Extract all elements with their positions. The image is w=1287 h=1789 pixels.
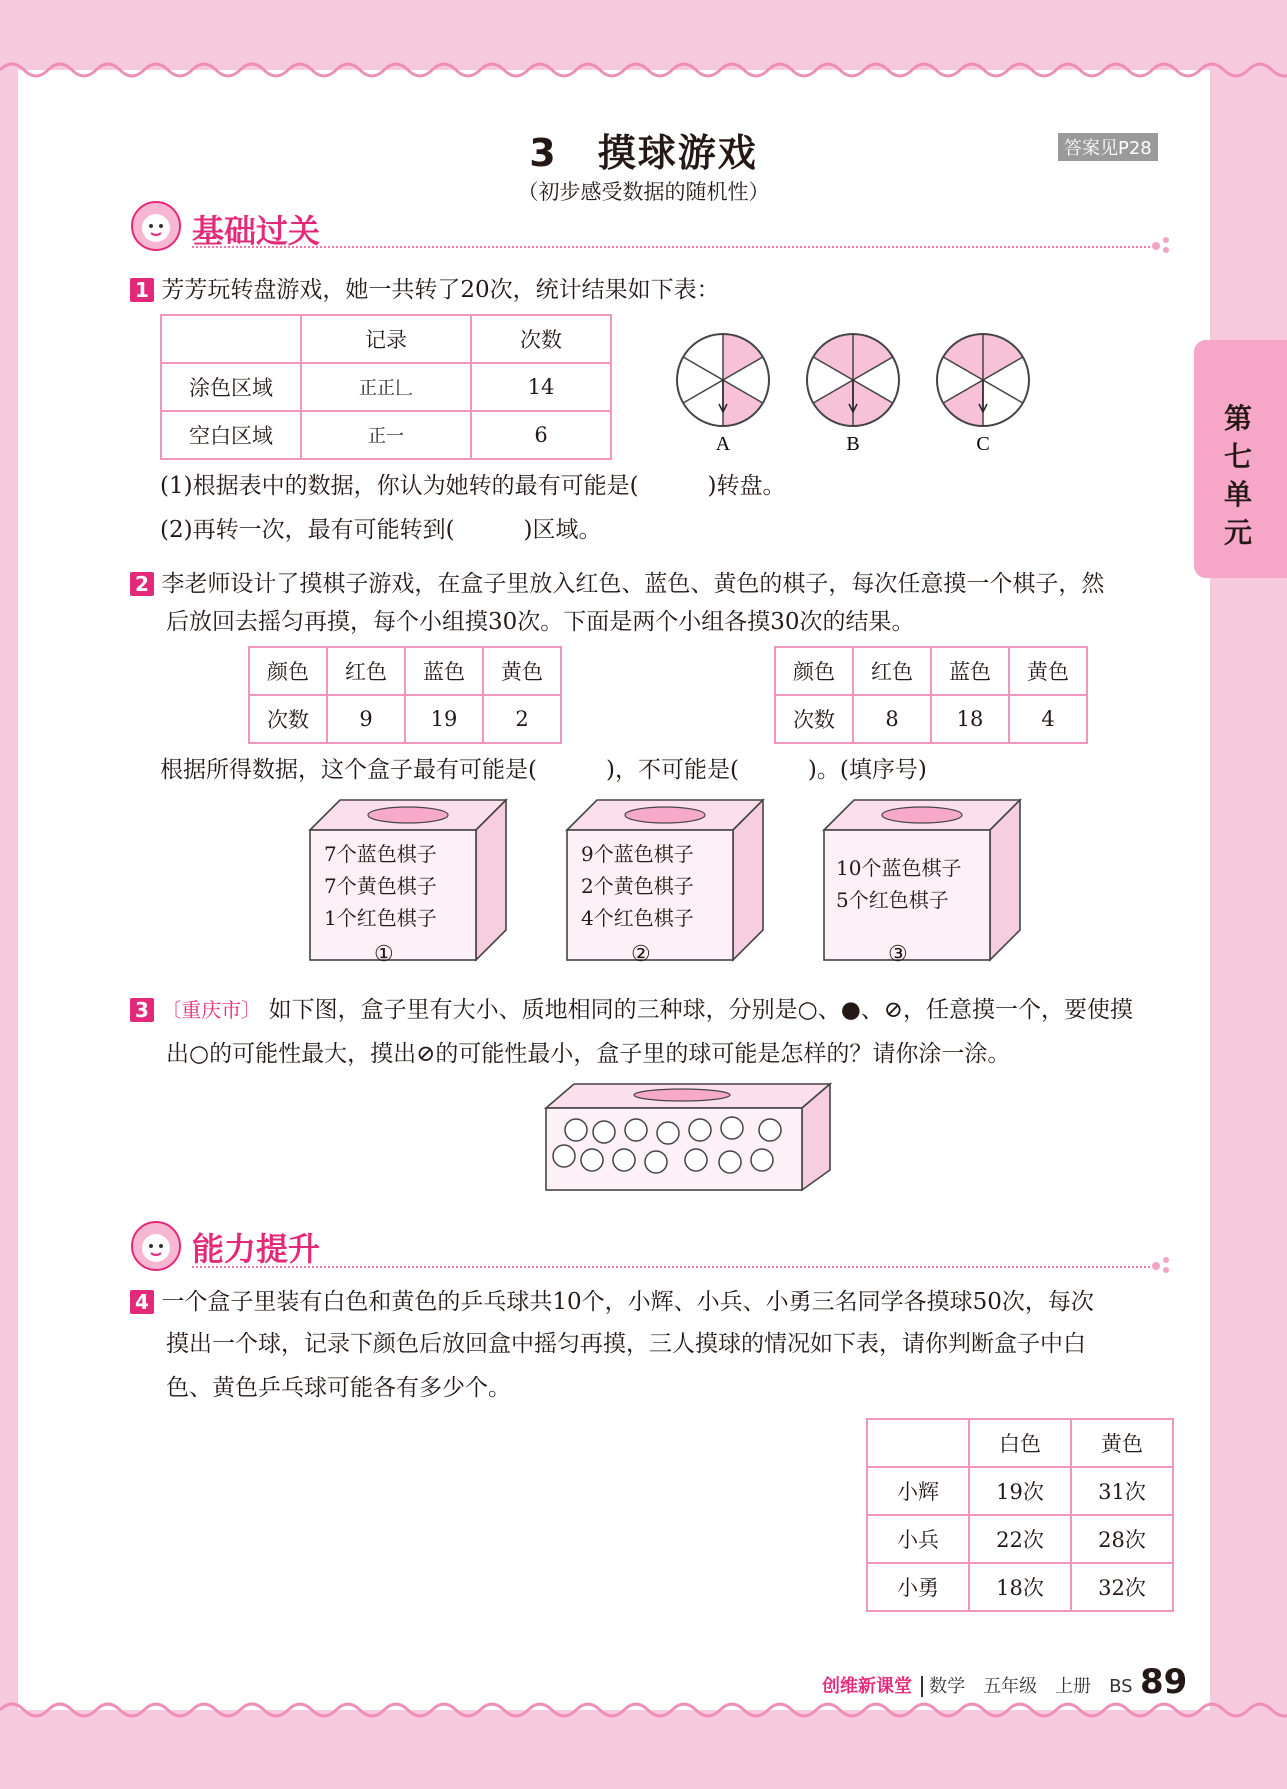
ball[interactable]	[645, 1151, 667, 1173]
spinner-b	[807, 334, 899, 426]
ball[interactable]	[625, 1119, 647, 1141]
spinner-b-label: B	[846, 433, 860, 455]
table-cell: 18	[931, 695, 1009, 743]
box-1-line: 7个黄色棋子	[324, 874, 437, 898]
table-row	[775, 647, 1087, 695]
box-1-line: 1个红色棋子	[324, 906, 437, 930]
ball[interactable]	[685, 1149, 707, 1171]
unit-tab	[1194, 340, 1287, 578]
section-basic-divider	[192, 246, 1150, 248]
question-3	[130, 990, 1133, 1030]
question-3-region-tag: 〔重庆市〕	[161, 998, 262, 1022]
table-cell-tally: 正正𠃊	[301, 363, 471, 411]
box-2-contents	[581, 838, 694, 934]
table-row	[867, 1419, 1173, 1467]
q1-sub2: (2)再转一次，最有可能转到( )区域。	[160, 517, 602, 543]
q1-table	[160, 314, 612, 460]
table-cell: 31次	[1071, 1467, 1173, 1515]
answer-reference-badge: 答案见P28	[1058, 133, 1158, 161]
q2-prompt: 根据所得数据，这个盒子最有可能是( )，不可能是( )。(填序号)	[160, 757, 927, 783]
table-cell: 18次	[969, 1563, 1071, 1611]
section-basic-title: 基础过关	[192, 212, 321, 250]
footer-brand: 创维新课堂	[822, 1676, 912, 1697]
table-cell: 小勇	[867, 1563, 969, 1611]
section-advanced-divider	[192, 1266, 1150, 1268]
box-2-label: ②	[631, 942, 651, 967]
table-cell: 蓝色	[931, 647, 1009, 695]
question-4-line2: 摸出一个球，记录下颜色后放回盒中摇匀再摸，三人摸球的情况如下表，请你判断盒子中白	[166, 1331, 1086, 1357]
table-cell: 涂色区域	[161, 363, 301, 411]
table-cell: 蓝色	[405, 647, 483, 695]
question-2	[130, 564, 1104, 604]
question-4-line3: 色、黄色乒乓球可能各有多少个。	[166, 1375, 511, 1401]
table-cell: 小兵	[867, 1515, 969, 1563]
table-cell: 黄色	[1071, 1419, 1173, 1467]
box-1-contents	[324, 838, 437, 934]
table-cell: 6	[471, 411, 611, 459]
box-2-line: 9个蓝色棋子	[581, 842, 694, 866]
box-3-line: 5个红色棋子	[836, 888, 949, 912]
monkey-mascot-icon	[128, 1220, 184, 1272]
page-title: 3 摸球游戏	[529, 131, 758, 175]
q4-table	[866, 1418, 1174, 1612]
dots-decoration-icon	[1150, 232, 1174, 256]
ball[interactable]	[565, 1119, 587, 1141]
table-row	[867, 1563, 1173, 1611]
table-row	[161, 363, 611, 411]
table-cell: 红色	[327, 647, 405, 695]
question-4-number: 4	[130, 1290, 154, 1314]
ball[interactable]	[751, 1149, 773, 1171]
table-cell: 19次	[969, 1467, 1071, 1515]
table-cell	[161, 315, 301, 363]
ball[interactable]	[613, 1149, 635, 1171]
table-cell: 2	[483, 695, 561, 743]
question-4	[130, 1282, 1094, 1322]
ball[interactable]	[689, 1119, 711, 1141]
section-advanced-title: 能力提升	[192, 1230, 321, 1268]
box-1-label: ①	[374, 942, 394, 967]
question-3-number: 3	[130, 998, 154, 1022]
table-cell: 颜色	[249, 647, 327, 695]
table-cell: 4	[1009, 695, 1087, 743]
table-cell: 9	[327, 695, 405, 743]
table-cell: 黄色	[1009, 647, 1087, 695]
footer-info: 数学 五年级 上册 BS	[921, 1676, 1132, 1697]
spinner-a-label: A	[715, 433, 731, 455]
table-cell: 记录	[301, 315, 471, 363]
table-cell: 空白区域	[161, 411, 301, 459]
table-cell-tally: 正一	[301, 411, 471, 459]
q1-sub1: (1)根据表中的数据，你认为她转的最有可能是( )转盘。	[160, 473, 786, 499]
question-1-text: 芳芳玩转盘游戏，她一共转了20次，统计结果如下表：	[161, 277, 720, 303]
table-cell: 黄色	[483, 647, 561, 695]
question-2-number: 2	[130, 572, 154, 596]
table-cell: 8	[853, 695, 931, 743]
bottom-wavy-border	[0, 1692, 1287, 1732]
table-cell: 28次	[1071, 1515, 1173, 1563]
box-2-line: 2个黄色棋子	[581, 874, 694, 898]
ball[interactable]	[657, 1122, 679, 1144]
q2-table-group1	[248, 646, 562, 744]
ball[interactable]	[581, 1149, 603, 1171]
page-number: 89	[1140, 1662, 1188, 1702]
box-3-contents	[836, 852, 961, 916]
table-row	[249, 647, 561, 695]
table-cell: 小辉	[867, 1467, 969, 1515]
spinners-figure	[668, 328, 1048, 458]
spinner-c	[937, 334, 1029, 426]
ball[interactable]	[721, 1117, 743, 1139]
table-row	[161, 315, 611, 363]
unit-tab-label: 第七单元	[1224, 402, 1253, 549]
table-row	[867, 1515, 1173, 1563]
table-cell: 次数	[249, 695, 327, 743]
page-subtitle: （初步感受数据的随机性）	[517, 180, 770, 204]
box-1-line: 7个蓝色棋子	[324, 842, 437, 866]
top-wavy-border	[0, 48, 1287, 88]
table-cell: 22次	[969, 1515, 1071, 1563]
table-cell	[867, 1419, 969, 1467]
table-row	[775, 695, 1087, 743]
question-4-line1: 一个盒子里装有白色和黄色的乒乓球共10个，小辉、小兵、小勇三名同学各摸球50次，每次	[161, 1289, 1094, 1315]
table-cell: 颜色	[775, 647, 853, 695]
q2-table-group2	[774, 646, 1088, 744]
table-cell: 14	[471, 363, 611, 411]
footer	[822, 1672, 1133, 1698]
ball[interactable]	[759, 1119, 781, 1141]
dots-decoration-icon	[1150, 1252, 1174, 1276]
question-1	[130, 270, 720, 310]
box-2-line: 4个红色棋子	[581, 906, 694, 930]
ball[interactable]	[593, 1121, 615, 1143]
ball-box-figure	[540, 1078, 840, 1194]
spinner-a	[677, 334, 769, 426]
question-3-line2: 出○的可能性最大，摸出⊘的可能性最小，盒子里的球可能是怎样的？请你涂一涂。	[166, 1041, 1011, 1067]
table-cell: 19	[405, 695, 483, 743]
question-2-line2: 后放回去摇匀再摸，每个小组摸30次。下面是两个小组各摸30次的结果。	[166, 609, 915, 635]
table-cell: 白色	[969, 1419, 1071, 1467]
question-1-number: 1	[130, 278, 154, 302]
girl-mascot-icon	[128, 200, 184, 252]
question-2-line1: 李老师设计了摸棋子游戏，在盒子里放入红色、蓝色、黄色的棋子，每次任意摸一个棋子，然	[161, 571, 1105, 597]
table-cell: 红色	[853, 647, 931, 695]
table-row	[249, 695, 561, 743]
box-3-label: ③	[888, 942, 908, 967]
ball[interactable]	[719, 1151, 741, 1173]
table-cell: 次数	[775, 695, 853, 743]
table-cell: 次数	[471, 315, 611, 363]
ball[interactable]	[553, 1145, 575, 1167]
table-row	[867, 1467, 1173, 1515]
table-cell: 32次	[1071, 1563, 1173, 1611]
table-row	[161, 411, 611, 459]
box-3-line: 10个蓝色棋子	[836, 856, 962, 880]
question-3-line1: 如下图，盒子里有大小、质地相同的三种球，分别是○、●、⊘，任意摸一个，要使摸	[268, 997, 1134, 1023]
spinner-c-label: C	[976, 433, 990, 455]
